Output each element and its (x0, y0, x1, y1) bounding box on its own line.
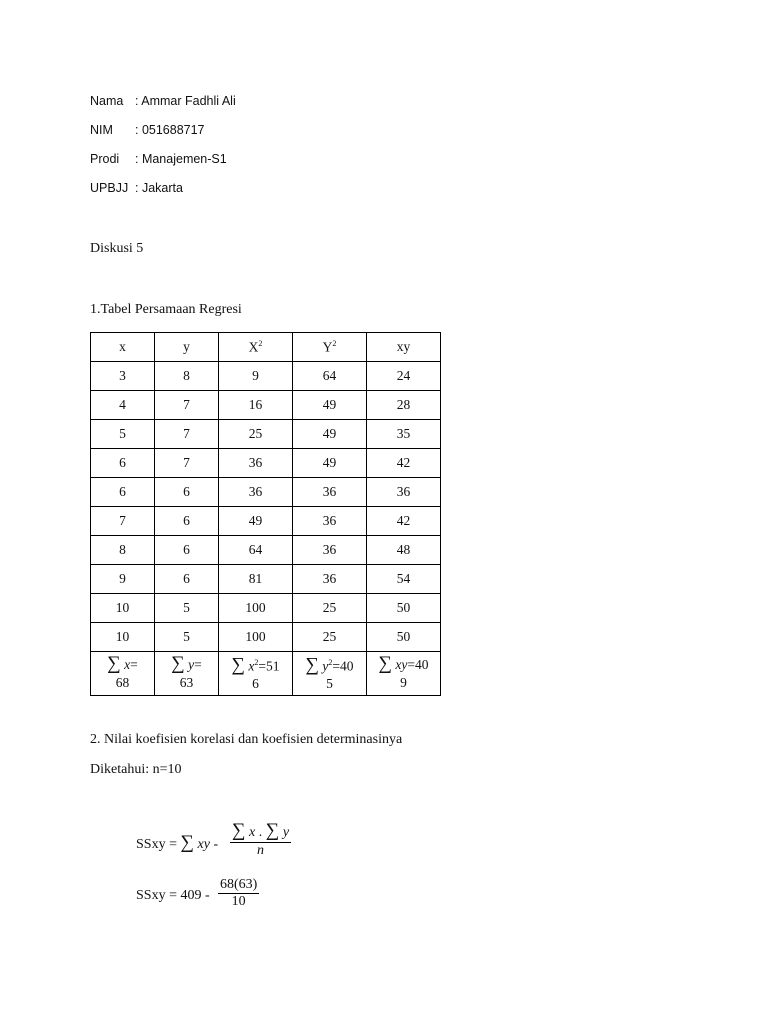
cell-x: 10 (91, 594, 155, 623)
cell-y-squared: 49 (293, 449, 367, 478)
cell-y-squared: 36 (293, 565, 367, 594)
cell-x-squared: 100 (219, 594, 293, 623)
table-row (91, 449, 441, 478)
regression-table (90, 332, 441, 696)
cell-x-squared: 36 (219, 478, 293, 507)
cell-xy: 54 (367, 565, 441, 594)
sum-y: ∑ y= 63 (155, 652, 219, 696)
cell-x: 3 (91, 362, 155, 391)
cell-y-squared: 36 (293, 536, 367, 565)
formula-ssxy-substituted-fraction: $\frac{68(63)}{10}$ (220, 877, 258, 909)
cell-x: 4 (91, 391, 155, 420)
info-label: Prodi (90, 152, 120, 166)
table-row (91, 536, 441, 565)
cell-y: 5 (155, 623, 219, 652)
info-label: Nama (90, 94, 124, 108)
cell-x: 6 (91, 449, 155, 478)
cell-x: 5 (91, 420, 155, 449)
info-label: NIM (90, 123, 113, 137)
formula-ssxy-fraction: $\frac{\sum x . \sum y}{n}$ (232, 820, 290, 858)
table-row (91, 594, 441, 623)
cell-y: 7 (155, 420, 219, 449)
table-sum-row (91, 652, 441, 696)
page-heading: Diskusi 5 (90, 241, 144, 256)
table-header-row (91, 333, 441, 362)
section-2-title: 2. Nilai koefisien korelasi dan koefisien determinasinya (90, 732, 403, 747)
cell-x-squared: 9 (219, 362, 293, 391)
cell-y-squared: 36 (293, 478, 367, 507)
cell-y-squared: 25 (293, 623, 367, 652)
cell-y-squared: 49 (293, 391, 367, 420)
cell-x: 9 (91, 565, 155, 594)
cell-xy: 42 (367, 507, 441, 536)
cell-y-squared: 64 (293, 362, 367, 391)
cell-y: 6 (155, 536, 219, 565)
cell-x-squared: 25 (219, 420, 293, 449)
info-value: : Ammar Fadhli Ali (135, 94, 236, 108)
info-value: : Jakarta (135, 181, 183, 195)
cell-x-squared: 81 (219, 565, 293, 594)
cell-xy: 50 (367, 594, 441, 623)
cell-x-squared: 100 (219, 623, 293, 652)
cell-x: 8 (91, 536, 155, 565)
table-row (91, 391, 441, 420)
cell-x-squared: 16 (219, 391, 293, 420)
header-x-squared: $X^2$ (219, 333, 293, 362)
cell-y-squared: 36 (293, 507, 367, 536)
formula-ssxy-general: SSxy = ∑ xy - (136, 832, 219, 853)
cell-y: 8 (155, 362, 219, 391)
cell-xy: 36 (367, 478, 441, 507)
cell-xy: 28 (367, 391, 441, 420)
cell-xy: 24 (367, 362, 441, 391)
cell-y: 6 (155, 507, 219, 536)
cell-xy: 50 (367, 623, 441, 652)
info-value: : 051688717 (135, 123, 205, 137)
sum-y-squared: ∑ $y^2=40$ 5 (293, 652, 367, 696)
cell-x-squared: 49 (219, 507, 293, 536)
sum-xy: ∑ xy=40 9 (367, 652, 441, 696)
cell-xy: 35 (367, 420, 441, 449)
sum-x: ∑ x= 68 (91, 652, 155, 696)
cell-y: 5 (155, 594, 219, 623)
header-x: x (91, 333, 155, 362)
table-row (91, 478, 441, 507)
cell-xy: 42 (367, 449, 441, 478)
header-y-squared: $Y^2$ (293, 333, 367, 362)
table-row (91, 420, 441, 449)
cell-y-squared: 25 (293, 594, 367, 623)
header-y: y (155, 333, 219, 362)
formula-ssxy-substituted: SSxy = 409 - (136, 888, 210, 903)
cell-y: 6 (155, 565, 219, 594)
section-1-title: 1.Tabel Persamaan Regresi (90, 302, 242, 317)
info-label: UPBJJ (90, 181, 129, 195)
cell-x-squared: 36 (219, 449, 293, 478)
cell-x: 10 (91, 623, 155, 652)
known-values: Diketahui: n=10 (90, 762, 182, 777)
cell-x: 7 (91, 507, 155, 536)
table-row (91, 565, 441, 594)
cell-y: 7 (155, 449, 219, 478)
cell-y: 6 (155, 478, 219, 507)
cell-y-squared: 49 (293, 420, 367, 449)
header-xy: xy (367, 333, 441, 362)
cell-x-squared: 64 (219, 536, 293, 565)
cell-xy: 48 (367, 536, 441, 565)
cell-y: 7 (155, 391, 219, 420)
table-row (91, 623, 441, 652)
sum-x-squared: ∑ $x^2=51$ 6 (219, 652, 293, 696)
table-row (91, 362, 441, 391)
cell-x: 6 (91, 478, 155, 507)
table-row (91, 507, 441, 536)
info-value: : Manajemen-S1 (135, 152, 227, 166)
